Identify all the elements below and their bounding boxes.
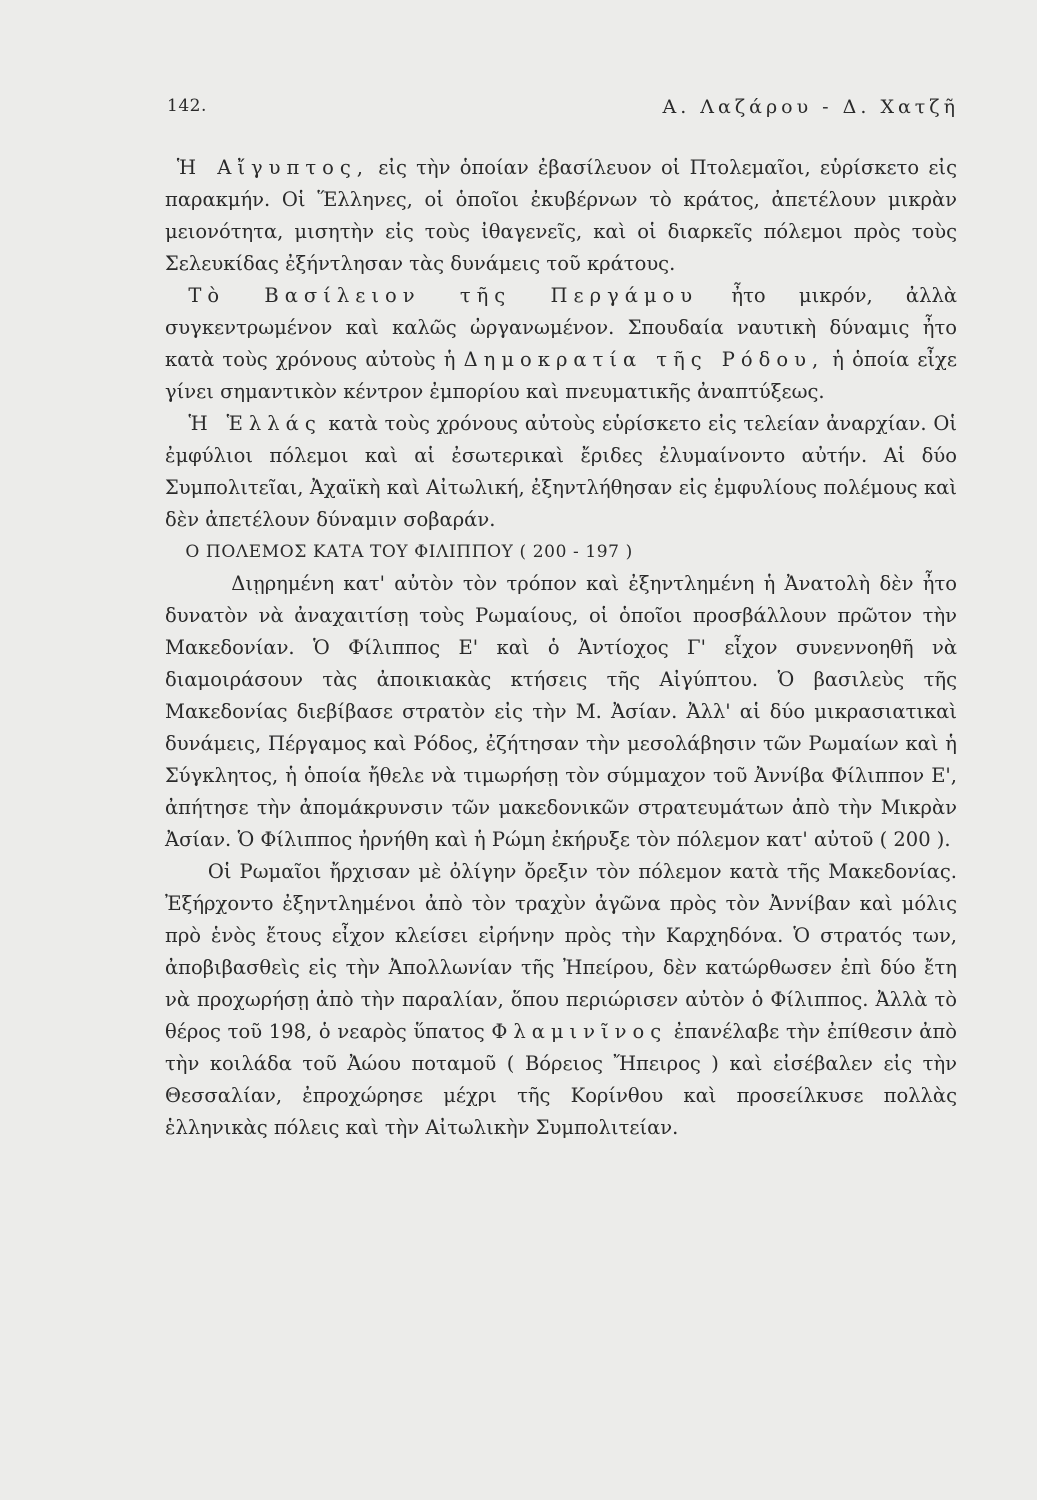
paragraph-war-course-text-1: Οἱ Ρωμαῖοι ἤρχισαν μὲ ὀλίγην ὄρεξιν τὸν πόλεμον κατὰ τῆς Μακεδονίας. Ἐξήρχοντο ἐξηντλημένοι ἀπὸ τὸν τραχὺν ἀγῶνα πρὸς τὸν Ἀννίβαν καὶ μόλις πρὸ ἑνὸς ἔτους εἶχον κλείσει εἰρήνην πρὸς τὴν Καρχηδόνα. Ὁ στρατός των, ἀποβιβασθεὶς εἰς τὴν Ἀπολλωνίαν τῆς Ἠπείρου, δὲν κατώρθωσεν ἐπὶ δύο ἔτη νὰ προχωρήσῃ ἀπὸ τὴν παραλίαν, ὅπου περιώρισεν αὐτὸν ὁ Φίλιππος. Ἀλλὰ τὸ θέρος τοῦ 198, ὁ νεαρὸς ὕπατος	[165, 860, 957, 1043]
paragraph-hellas	[165, 408, 957, 536]
paragraph-pergamon-text-1: ἦτο μικρόν, ἀλλὰ συγκεντρωμένον καὶ καλῶς ὠργανωμένον. Σπουδαία ναυτικὴ δύναμις ἦτο κατὰ τοὺς χρόνους αὐτοὺς ἡ	[165, 284, 957, 371]
paragraph-egypt	[165, 152, 957, 280]
spaced-term-rhodes: Δημοκρατία τῆς Ρόδου,	[463, 348, 825, 371]
paragraph-egypt-text: εἰς τὴν ὁποίαν ἐβασίλευον οἱ Πτολεμαῖοι, εὑρίσκετο εἰς παρακμήν. Οἱ Ἕλληνες, οἱ ὁποῖοι ἐκυβέρνων τὸ κράτος, ἀπετέλουν μικρὰν μειονότητα, μισητὴν εἰς τοὺς ἰθαγενεῖς, καὶ οἱ διαρκεῖς πόλεμοι πρὸς τοὺς Σελευκίδας ἐξήντλησαν τὰς δυνάμεις τοῦ κράτους.	[165, 156, 957, 275]
spaced-term-pergamon: Τὸ Βασίλειον τῆς Περγάμου	[188, 284, 699, 307]
paragraph-pergamon	[165, 280, 957, 408]
spaced-term-hellas: Ἡ Ἑλλάς	[188, 412, 322, 435]
running-header	[167, 96, 959, 126]
paragraph-pergamon-text-2: ἡ ὁποία εἶχε γίνει σημαντικὸν κέντρον ἐμπορίου καὶ πνευματικῆς ἀναπτύξεως.	[165, 348, 957, 403]
paragraph-war-cause: Διῃρημένη κατ' αὐτὸν τὸν τρόπον καὶ ἐξηντλημένη ἡ Ἀνατολὴ δὲν ἦτο δυνατὸν νὰ ἀναχαιτίσῃ τοὺς Ρωμαίους, οἱ ὁποῖοι προσβάλλουν πρῶτον τὴν Μακεδονίαν. Ὁ Φίλιππος Ε' καὶ ὁ Ἀντίοχος Γ' εἶχον συνεννοηθῆ νὰ διαμοιράσουν τὰς ἀποικιακὰς κτήσεις τῆς Αἰγύπτου. Ὁ βασιλεὺς τῆς Μακεδονίας διεβίβασε στρατὸν εἰς τὴν Μ. Ἀσίαν. Ἀλλ' αἱ δύο μικρασιατικαὶ δυνάμεις, Πέργαμος καὶ Ρόδος, ἐζήτησαν τὴν μεσολάβησιν τῶν Ρωμαίων καὶ ἡ Σύγκλητος, ἡ ὁποία ἤθελε νὰ τιμωρήσῃ τὸν σύμμαχον τοῦ Ἀννίβα Φίλιππον Ε', ἀπήτησε τὴν ἀπομάκρυνσιν τῶν μακεδονικῶν στρατευμάτων ἀπὸ τὴν Μικρὰν Ἀσίαν. Ὁ Φίλιππος ἠρνήθη καὶ ἡ Ρώμη ἐκήρυξε τὸν πόλεμον κατ' αὐτοῦ ( 200 ).	[165, 572, 957, 851]
paragraph-hellas-text: κατὰ τοὺς χρόνους αὐτοὺς εὑρίσκετο εἰς τελείαν ἀναρχίαν. Οἱ ἐμφύλιοι πόλεμοι καὶ αἱ ἐσωτερικαὶ ἔριδες ἐλυμαίνοντο αὐτήν. Αἱ δύο Συμπολιτεῖαι, Ἀχαϊκὴ καὶ Αἰτωλική, ἐξηντλήθησαν εἰς ἐμφυλίους πολέμους καὶ δὲν ἀπετέλουν δύναμιν σοβαράν.	[165, 412, 957, 531]
body-text	[165, 152, 957, 1144]
page-number: 142.	[167, 96, 207, 116]
spaced-term-flamininus: Φλαμινῖνος	[491, 1020, 668, 1043]
running-title: Α. Λαζάρου - Δ. Χατζῆ	[662, 96, 959, 118]
section-heading: Ο ΠΟΛΕΜΟΣ ΚΑΤΑ ΤΟΥ ΦΙΛΙΠΠΟΥ ( 200 - 197 )	[185, 542, 633, 562]
spaced-term-egypt: Ἡ Αἴγυπτος,	[176, 156, 369, 179]
paragraph-war-course-text-2: ἐπανέλαβε τὴν ἐπίθεσιν ἀπὸ τὴν κοιλάδα τοῦ Ἀώου ποταμοῦ ( Βόρειος Ἤπειρος ) καὶ εἰσέβαλεν εἰς τὴν Θεσσαλίαν, ἐπροχώρησε μέχρι τῆς Κορίνθου καὶ προσείλκυσε πολλὰς ἑλληνικὰς πόλεις καὶ τὴν Αἰτωλικὴν Συμπολιτείαν.	[165, 1020, 957, 1139]
paragraph-war-course	[165, 856, 957, 1144]
